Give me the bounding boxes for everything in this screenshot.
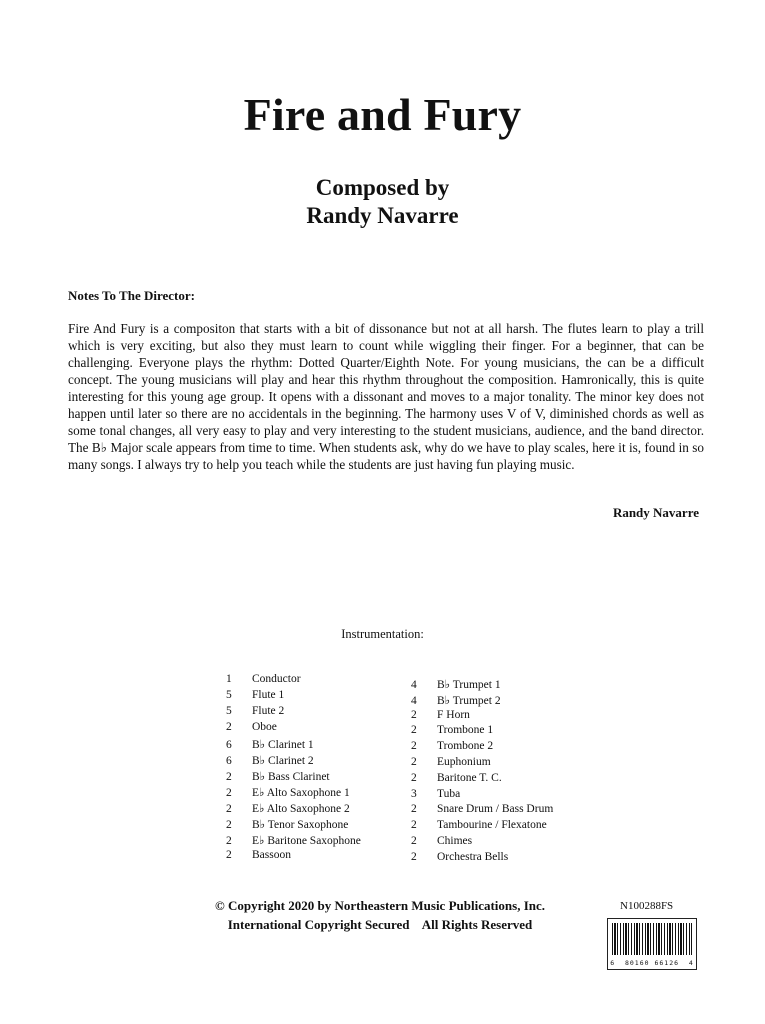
list-item [411, 677, 553, 693]
list-item [226, 673, 361, 689]
instrument-qty: 2 [411, 819, 417, 832]
instrument-qty: 2 [411, 708, 417, 721]
list-item [226, 753, 361, 769]
list-item [411, 819, 553, 835]
instrument-qty: 2 [411, 834, 417, 847]
instrument-qty: 6 [226, 755, 232, 767]
copyright-line-1: © Copyright 2020 by Northeastern Music Publications, Inc. [214, 898, 546, 913]
barcode-digits: 6 80160 66126 4 [610, 959, 694, 967]
catalog-number: N100288FS [620, 900, 674, 912]
instrument-name: B♭ Tenor Saxophone [252, 819, 349, 831]
instrumentation-heading: Instrumentation: [341, 627, 424, 641]
copyright-notice [195, 896, 565, 934]
composer-name: Randy Navarre [306, 203, 459, 228]
list-item [411, 772, 553, 788]
list-item [411, 740, 553, 756]
instrument-qty: 1 [226, 673, 232, 685]
list-item [226, 785, 361, 801]
instrument-qty: 3 [411, 787, 417, 800]
instrument-qty: 2 [411, 850, 417, 863]
list-item [226, 769, 361, 785]
instrument-name: B♭ Clarinet 1 [252, 739, 314, 751]
instrument-name: Euphonium [437, 755, 491, 768]
instrument-qty: 2 [226, 803, 232, 815]
instrument-name: Flute 1 [252, 689, 285, 701]
instrument-qty: 2 [411, 755, 417, 768]
copyright-line-2: International Copyright Secured All Rights Reserved [227, 917, 533, 932]
list-item [226, 689, 361, 705]
instrument-name: Baritone T. C. [437, 771, 502, 784]
instrument-name: B♭ Trumpet 2 [437, 694, 501, 707]
instrument-name: Oboe [252, 721, 277, 733]
instrumentation-list-left [226, 673, 361, 865]
list-item [411, 788, 553, 804]
instrument-name: B♭ Trumpet 1 [437, 679, 501, 691]
list-item [226, 801, 361, 817]
list-item [226, 849, 361, 865]
instrument-name: Orchestra Bells [437, 850, 509, 863]
list-item [411, 756, 553, 772]
instrument-qty: 6 [226, 739, 232, 751]
instrument-qty: 2 [411, 771, 417, 784]
list-item [226, 817, 361, 833]
list-item [411, 835, 553, 851]
composed-by-label: Composed by [315, 175, 450, 200]
instrument-name: Bassoon [252, 849, 291, 861]
list-item [226, 737, 361, 753]
list-item [411, 693, 553, 709]
instrument-name: Trombone 1 [437, 724, 494, 737]
list-item [411, 851, 553, 867]
list-item [411, 803, 553, 819]
instrument-qty: 2 [226, 721, 232, 733]
instrument-qty: 4 [411, 694, 417, 707]
notes-body: Fire And Fury is a compositon that starts with a bit of dissonance but not at all harsh. The flutes learn to play a trill which is very exciting, but also they must learn to count while wiggling their finger. For a beginner, that can be challenging. Everyone plays the rhythm: Dotted Quarter/Eighth Note. For young musicians, the can be a difficult concept. The young musicians will play and hear this rhythm throughout the composition. Hamronically, this is quite interesting for this young age group. It opens with a dissonant and moves to a major tonality. The minor key does not happen until later so there are no accidentals in the beginning. The harmony uses V of V, diminished chords as well as some tonal changes, all very easy to play and very interesting to the student musicians, audience, and the band director. The B♭ Major scale appears from time to time. When students ask, why do we have to play scales, here it is, found in so many songs. I always try to help you teach while the students are just having fun playing music. [68, 321, 704, 472]
instrument-qty: 2 [226, 835, 232, 847]
instrument-qty: 2 [226, 819, 232, 831]
list-item [226, 721, 361, 737]
instrument-name: E♭ Alto Saxophone 2 [252, 803, 350, 815]
instrument-name: B♭ Bass Clarinet [252, 771, 330, 783]
notes-heading: Notes To The Director: [68, 288, 195, 303]
list-item [226, 833, 361, 849]
instrument-name: Chimes [437, 834, 473, 847]
instrument-name: Conductor [252, 673, 301, 685]
instrument-qty: 2 [411, 724, 417, 737]
instrument-name: Tuba [437, 787, 461, 800]
instrument-name: F Horn [437, 708, 470, 721]
instrument-qty: 5 [226, 705, 232, 717]
instrument-name: E♭ Baritone Saxophone [252, 835, 361, 847]
instrumentation-list-right [411, 677, 553, 867]
instrument-name: Flute 2 [252, 705, 285, 717]
list-item [226, 705, 361, 721]
instrument-qty: 5 [226, 689, 232, 701]
instrument-qty: 2 [411, 803, 417, 816]
page-title: Fire and Fury [243, 89, 522, 140]
barcode [607, 918, 697, 970]
instrument-name: E♭ Alto Saxophone 1 [252, 787, 350, 799]
instrument-qty: 2 [226, 849, 232, 861]
instrument-qty: 2 [226, 771, 232, 783]
list-item [411, 709, 553, 725]
instrument-qty: 2 [226, 787, 232, 799]
instrument-name: Trombone 2 [437, 740, 494, 753]
barcode-bars [612, 923, 692, 955]
instrument-name: Tambourine / Flexatone [437, 819, 547, 832]
instrument-qty: 2 [411, 740, 417, 753]
signature: Randy Navarre [612, 505, 699, 520]
list-item [411, 724, 553, 740]
instrument-name: B♭ Clarinet 2 [252, 755, 314, 767]
instrument-name: Snare Drum / Bass Drum [437, 803, 554, 816]
instrument-qty: 4 [411, 679, 417, 691]
